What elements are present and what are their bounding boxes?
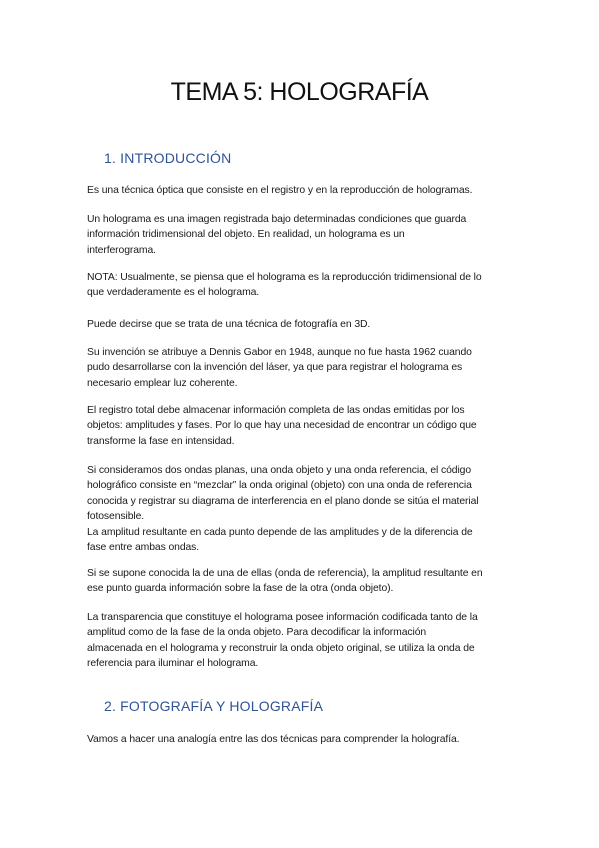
text-line: fotosensible. [87,511,145,523]
section-heading-fotografia-holografia: 2. FOTOGRAFÍA Y HOLOGRAFÍA [104,698,324,714]
paragraph [87,183,517,198]
text-line: NOTA: Usualmente, se piensa que el holograma es la reproducción tridimensional de lo [87,272,482,283]
paragraph [87,345,517,391]
paragraph [87,270,517,301]
paragraph [87,732,517,747]
text-line: La amplitud resultante en cada punto depende de las amplitudes y de la diferencia de [87,526,473,538]
paragraph [87,610,517,672]
text-line: transforme la fase en intensidad. [87,435,235,447]
text-line: que verdaderamente es el holograma. [87,287,260,299]
text-line: fase entre ambas ondas. [87,542,200,554]
text-line: conocida y registrar su diagrama de interferencia en el plano donde se sitúa el material [87,495,479,507]
text-line: interferograma. [87,244,156,256]
paragraph [87,403,517,449]
paragraph [87,212,517,258]
text-line: Vamos a hacer una analogía entre las dos técnicas para comprender la holografía. [87,734,460,745]
text-line: La transparencia que constituye el holograma posee información codificada tanto de la [87,612,478,623]
paragraph [87,317,517,332]
text-line: pudo desarrollarse con la invención del láser, ya que para registrar el holograma es [87,362,463,374]
text-line: El registro total debe almacenar información completa de las ondas emitidas por los [87,405,465,416]
text-line: necesario emplear luz coherente. [87,377,238,389]
text-line: referencia para iluminar el holograma. [87,658,259,670]
section-heading-introduccion: 1. INTRODUCCIÓN [104,150,232,166]
text-line: Un holograma es una imagen registrada bajo determinadas condiciones que guarda [87,214,467,225]
text-line: Si consideramos dos ondas planas, una onda objeto y una onda referencia, el código [87,465,472,476]
paragraph [87,463,517,555]
text-line: Puede decirse que se trata de una técnica de fotografía en 3D. [87,319,371,330]
text-line: Su invención se atribuye a Dennis Gabor en 1948, aunque no fue hasta 1962 cuando [87,347,472,358]
text-line: almacenada en el holograma y reconstruir la onda objeto original, se utiliza la onda de [87,642,475,654]
text-line: objetos: amplitudes y fases. Por lo que hay una necesidad de encontrar un código que [87,420,477,432]
text-line: ese punto guarda información sobre la fase de la otra (onda objeto). [87,583,394,595]
text-line: información tridimensional del objeto. En realidad, un holograma es un [87,229,405,241]
page-title: TEMA 5: HOLOGRAFÍA [170,78,429,106]
text-line: Si se supone conocida la de una de ellas (onda de referencia), la amplitud resultante en [87,568,483,579]
text-line: holográfico consiste en “mezclar” la onda original (objeto) con una onda de referencia [87,480,472,492]
text-line: Es una técnica óptica que consiste en el registro y en la reproducción de hologramas. [87,185,473,196]
text-line: amplitud como de la fase de la onda objeto. Para decodificar la información [87,627,427,639]
paragraph [87,566,517,597]
